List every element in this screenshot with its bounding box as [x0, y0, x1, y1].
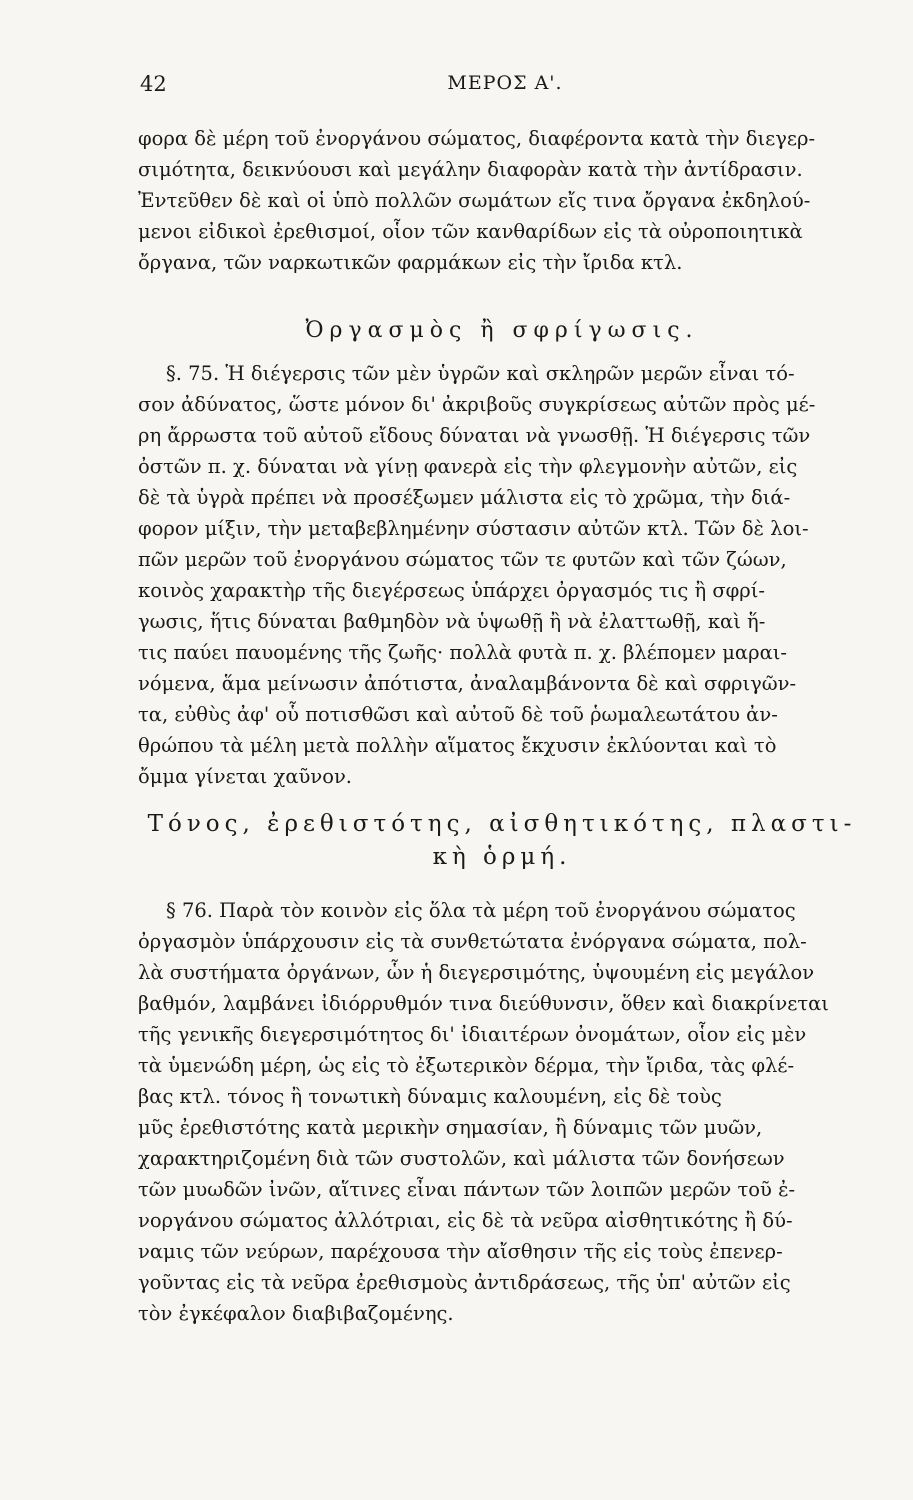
text-line: χαρακτηριζομένη διὰ τῶν συστολῶν, καὶ μάλιστα τῶν δονήσεων	[138, 1147, 785, 1170]
page-header	[140, 72, 870, 102]
text-line: δὲ τὰ ὑγρὰ πρέπει νὰ προσέξωμεν μάλιστα εἰς τὸ χρῶμα, τὴν διά-	[138, 486, 791, 509]
text-line: τις παύει παυομένης τῆς ζωῆς· πολλὰ φυτὰ π. χ. βλέπομεν μαραι-	[138, 641, 787, 664]
section-76-paragraph	[138, 895, 866, 1329]
text-line: μῦς ἐρεθιστότης κατὰ μερικὴν σημασίαν, ἢ δύναμις τῶν μυῶν,	[138, 1116, 763, 1139]
text-line: βας κτλ. τόνος ἢ τονωτικὴ δύναμις καλουμένη, εἰς δὲ τοὺς	[138, 1085, 722, 1108]
text-line: Ἐντεῦθεν δὲ καὶ οἱ ὑπὸ πολλῶν σωμάτων εἴς τινα ὄργανα ἐκδηλού-	[138, 189, 811, 212]
text-line: γωσις, ἥτις δύναται βαθμηδὸν νὰ ὑψωθῇ ἢ νὰ ἐλαττωθῇ, καὶ ἥ-	[138, 610, 766, 633]
section-75-heading	[138, 314, 866, 348]
text-line: νοργάνου σώματος ἀλλότριαι, εἰς δὲ τὰ νεῦρα αἰσθητικότης ἢ δύ-	[138, 1209, 793, 1232]
text-line: νόμενα, ἅμα μείνωσιν ἀπότιστα, ἀναλαμβάνοντα δὲ καὶ σφριγῶν-	[138, 672, 797, 695]
text-line: φορα δὲ μέρη τοῦ ἐνοργάνου σώματος, διαφέροντα κατὰ τὴν διεγερ-	[138, 127, 816, 150]
text-line: μενοι εἰδικοὶ ἐρεθισμοί, οἷον τῶν κανθαρίδων εἰς τὰ οὐροποιητικὰ	[138, 220, 803, 243]
text-line: βαθμόν, λαμβάνει ἰδιόρρυθμόν τινα διεύθυνσιν, ὅθεν καὶ διακρίνεται	[138, 992, 829, 1015]
text-line: τῶν μυωδῶν ἰνῶν, αἵτινες εἶναι πάντων τῶν λοιπῶν μερῶν τοῦ ἐ-	[138, 1178, 796, 1201]
text-line: σον ἀδύνατος, ὥστε μόνον δι' ἀκριβοῦς συγκρίσεως αὐτῶν πρὸς μέ-	[138, 393, 816, 416]
text-line: κοινὸς χαρακτὴρ τῆς διεγέρσεως ὑπάρχει ὀργασμός τις ἢ σφρί-	[138, 579, 765, 602]
heading-line: Ὀργασμὸς ἢ σφρίγωσις.	[305, 318, 699, 343]
text-line: σιμότητα, δεικνύουσι καὶ μεγάλην διαφορὰν κατὰ τὴν ἀντίδρασιν.	[138, 158, 803, 181]
text-line: τὰ ὑμενώδη μέρη, ὡς εἰς τὸ ἐξωτερικὸν δέρμα, τὴν ἴριδα, τὰς φλέ-	[138, 1054, 795, 1077]
heading-line: Τόνος, ἐρεθιστότης, αἰσθητικότης, πλαστι-	[147, 811, 857, 837]
text-line: τα, εὐθὺς ἀφ' οὗ ποτισθῶσι καὶ αὐτοῦ δὲ τοῦ ῥωμαλεωτάτου ἀν-	[138, 703, 778, 726]
text-line: τῆς γενικῆς διεγερσιμότητος δι' ἰδιαιτέρων ὀνομάτων, οἷον εἰς μὲν	[138, 1023, 807, 1046]
text-line: τὸν ἐγκέφαλον διαβιβαζομένης.	[138, 1302, 454, 1325]
heading-line: κὴ ὁρμή.	[432, 844, 572, 870]
text-line: §. 75. Ἡ διέγερσις τῶν μὲν ὑγρῶν καὶ σκληρῶν μερῶν εἶναι τό-	[166, 362, 795, 385]
running-head: ΜΕΡΟΣ Α'.	[447, 72, 563, 94]
text-line: γοῦντας εἰς τὰ νεῦρα ἐρεθισμοὺς ἀντιδράσεως, τῆς ὑπ' αὐτῶν εἰς	[138, 1271, 791, 1294]
text-line: λὰ συστήματα ὀργάνων, ὧν ἡ διεγερσιμότης, ὑψουμένη εἰς μεγάλον	[138, 961, 815, 984]
section-75-paragraph	[138, 358, 866, 792]
text-line: φορον μίξιν, τὴν μεταβεβλημένην σύστασιν αὐτῶν κτλ. Τῶν δὲ λοι-	[138, 517, 809, 540]
page-number: 42	[140, 72, 167, 96]
text-line: ναμις τῶν νεύρων, παρέχουσα τὴν αἴσθησιν τῆς εἰς τοὺς ἐπενερ-	[138, 1240, 783, 1263]
text-line: ρη ἄρρωστα τοῦ αὐτοῦ εἴδους δύναται νὰ γνωσθῇ. Ἡ διέγερσις τῶν	[138, 424, 811, 447]
intro-paragraph	[138, 123, 866, 278]
section-76-heading	[138, 808, 866, 874]
text-line: § 76. Παρὰ τὸν κοινὸν εἰς ὅλα τὰ μέρη τοῦ ἐνοργάνου σώματος	[166, 899, 796, 922]
text-line: θρώπου τὰ μέλη μετὰ πολλὴν αἵματος ἔκχυσιν ἐκλύονται καὶ τὸ	[138, 734, 777, 757]
text-line: ὀργασμὸν ὑπάρχουσιν εἰς τὰ συνθετώτατα ἐνόργανα σώματα, πολ-	[138, 930, 807, 953]
text-line: πῶν μερῶν τοῦ ἐνοργάνου σώματος τῶν τε φυτῶν καὶ τῶν ζώων,	[138, 548, 787, 571]
text-line: ὄργανα, τῶν ναρκωτικῶν φαρμάκων εἰς τὴν ἴριδα κτλ.	[138, 251, 683, 274]
text-line: ὀστῶν π. χ. δύναται νὰ γίνῃ φανερὰ εἰς τὴν φλεγμονὴν αὐτῶν, εἰς	[138, 455, 798, 478]
text-line: ὄμμα γίνεται χαῦνον.	[138, 765, 352, 788]
